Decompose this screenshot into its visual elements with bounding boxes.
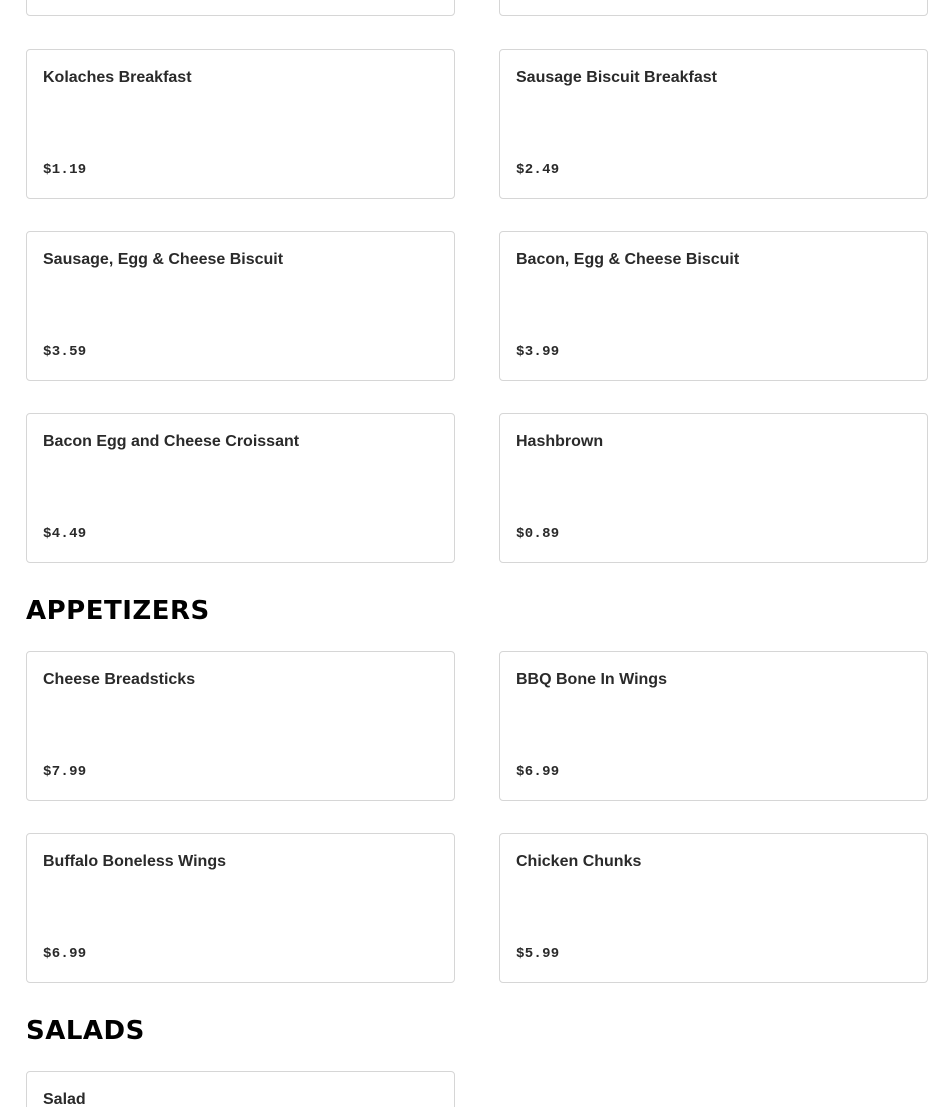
menu-item-price: $6.99 [516,764,560,780]
section-title-salads: SALADS [26,1016,145,1046]
menu-item-card[interactable] [26,1071,455,1107]
menu-item-card[interactable] [499,651,928,801]
menu-item-price: $7.99 [43,764,87,780]
menu-item-name: Cheese Breadsticks [43,671,196,688]
menu-item-name: Chicken Chunks [516,853,642,870]
menu-item-name: Salad [43,1091,86,1107]
menu-item-card[interactable] [26,231,455,381]
menu-item-card[interactable] [26,49,455,199]
menu-item-price: $0.89 [516,526,560,542]
menu-item-card[interactable] [499,413,928,563]
menu-item-price: $5.99 [516,946,560,962]
menu-item-name: Bacon Egg and Cheese Croissant [43,433,300,450]
menu-item-card[interactable] [26,413,455,563]
menu-item-card[interactable] [26,651,455,801]
menu-item-name: Buffalo Boneless Wings [43,853,226,870]
menu-item-card-partial[interactable] [26,0,455,16]
menu-item-card[interactable] [499,833,928,983]
menu-item-name: Hashbrown [516,433,604,450]
menu-item-name: Kolaches Breakfast [43,69,192,86]
menu-item-price: $1.19 [43,162,87,178]
menu-item-name: Sausage Biscuit Breakfast [516,69,717,86]
menu-item-price: $4.49 [43,526,87,542]
menu-item-name: Bacon, Egg & Cheese Biscuit [516,251,740,268]
menu-item-price: $6.99 [43,946,87,962]
menu-item-name: BBQ Bone In Wings [516,671,667,688]
menu-item-name: Sausage, Egg & Cheese Biscuit [43,251,284,268]
menu-item-card-partial[interactable] [499,0,928,16]
menu-item-price: $3.99 [516,344,560,360]
menu-item-card[interactable] [26,833,455,983]
menu-item-price: $3.59 [43,344,87,360]
section-title-appetizers: APPETIZERS [26,596,210,626]
menu-item-price: $2.49 [516,162,560,178]
menu-item-card[interactable] [499,231,928,381]
menu-item-card[interactable] [499,49,928,199]
